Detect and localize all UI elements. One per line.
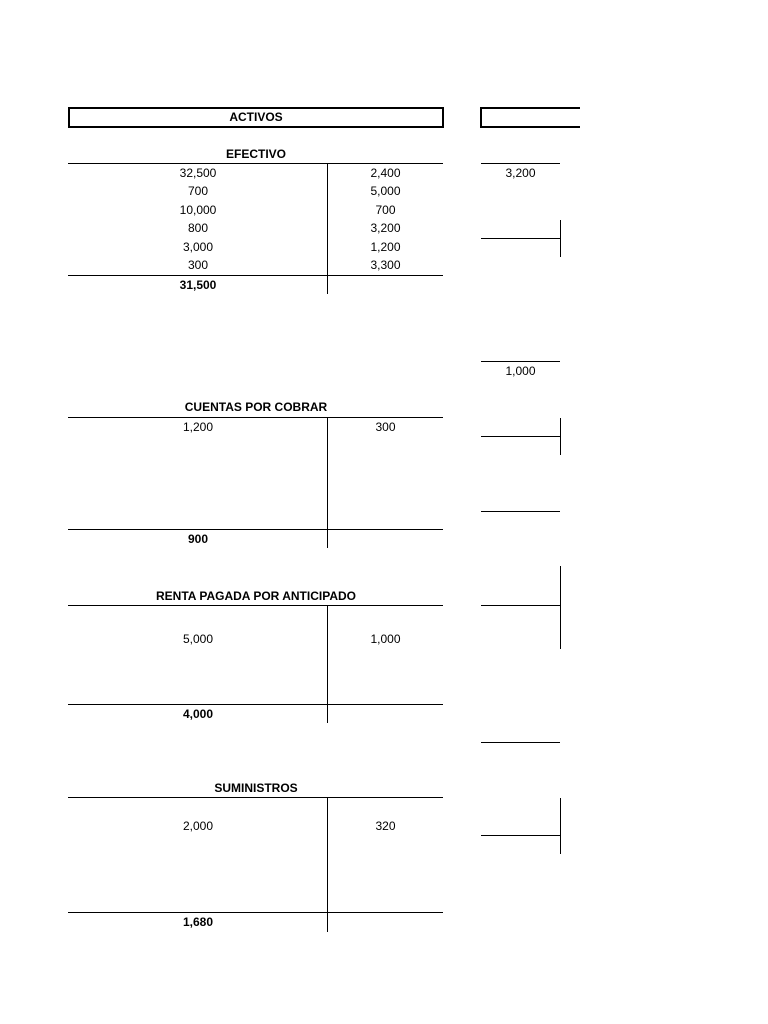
right-line [481,361,560,362]
debit-entry: 300 [187,258,209,272]
account-balance: 900 [187,532,209,546]
account-balance: 31,500 [179,278,217,292]
right-divider [560,418,561,455]
debit-entry: 3,000 [182,240,214,254]
right-line [481,511,560,512]
t-account-total-line [68,912,443,913]
right-top-line [481,163,560,164]
t-account-total-line [68,529,443,530]
account-title-suministros: SUMINISTROS [214,781,298,795]
right-line [481,835,560,836]
debit-entry: 800 [187,221,209,235]
credit-entry: 300 [375,420,396,434]
credit-entry: 1,000 [370,632,401,646]
account-balance: 4,000 [182,707,214,721]
credit-entry: 1,200 [370,240,401,254]
right-divider [560,566,561,649]
account-title-efectivo: EFECTIVO [225,147,286,161]
credit-entry: 320 [375,819,396,833]
right-divider [560,220,561,257]
right-line [481,436,560,437]
debit-entry: 32,500 [179,166,217,180]
debit-entry: 10,000 [179,203,217,217]
credit-entry: 2,400 [370,166,401,180]
right-header-box [480,107,580,128]
debit-entry: 700 [187,184,209,198]
t-account-top-line [68,605,443,606]
right-entry: 1,000 [505,364,536,378]
account-balance: 1,680 [182,915,214,929]
activos-header-title: ACTIVOS [229,110,283,124]
credit-entry: 5,000 [370,184,401,198]
t-account-top-line [68,417,443,418]
t-account-top-line [68,797,443,798]
t-account-total-line [68,704,443,705]
credit-entry: 700 [375,203,396,217]
debit-entry: 5,000 [182,632,214,646]
right-divider [560,798,561,854]
debit-entry: 1,200 [182,420,214,434]
right-entry: 3,200 [505,166,536,180]
credit-entry: 3,300 [370,258,401,272]
right-line [481,238,560,239]
credit-entry: 3,200 [370,221,401,235]
t-account-total-line [68,275,443,276]
account-title-renta-pagada: RENTA PAGADA POR ANTICIPADO [156,589,356,603]
debit-entry: 2,000 [182,819,214,833]
account-title-cuentas-por-cobrar: CUENTAS POR COBRAR [184,400,328,414]
right-line [481,742,560,743]
right-line [481,605,560,606]
t-account-top-line [68,163,443,164]
